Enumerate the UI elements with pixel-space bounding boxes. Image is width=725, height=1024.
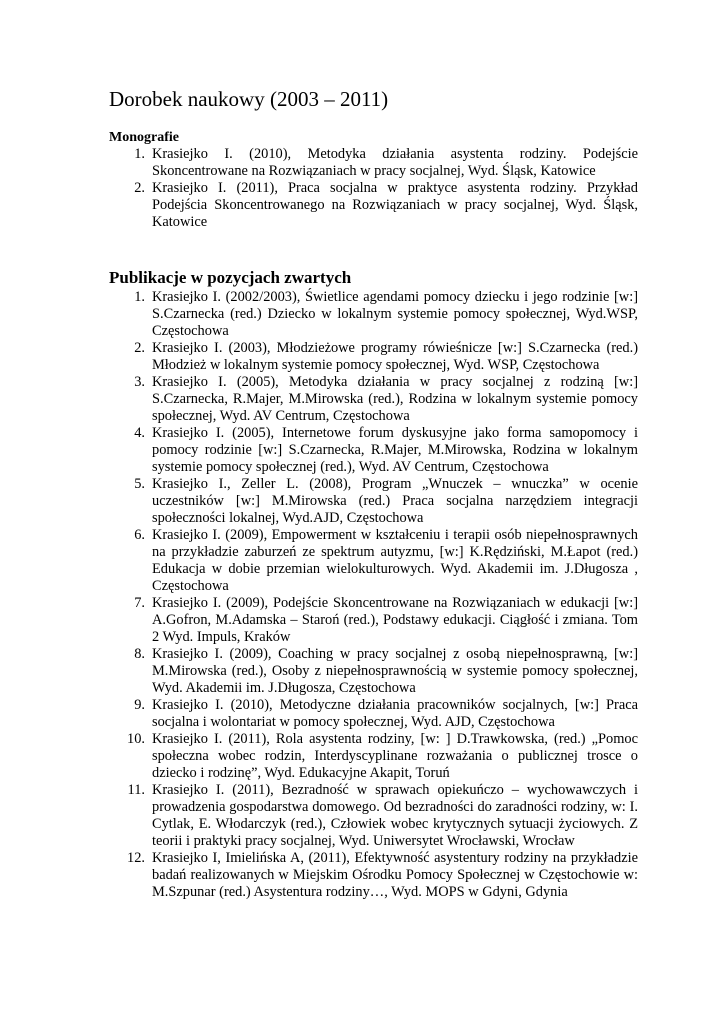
list-item <box>134 646 638 697</box>
list-item <box>134 146 638 180</box>
list-item <box>134 425 638 476</box>
list-item-number: 1. <box>134 289 145 305</box>
list-item-text: Krasiejko I. (2009), Podejście Skoncentrowane na Rozwiązaniach w edukacji [w:] A.Gofron, M.Adamska – Staroń (red.), Podstawy edukacji. Ciągłość i zmiana. Tom 2 Wyd. Impuls, Kraków <box>152 595 638 645</box>
list-item-number: 11. <box>127 782 145 798</box>
list-item <box>134 697 638 731</box>
list-item <box>134 476 638 527</box>
list-item <box>134 595 638 646</box>
list-item <box>134 180 638 231</box>
list-item-text: Krasiejko I. (2010), Metodyka działania asystenta rodziny. Podejście Skoncentrowane na Rozwiązaniach w pracy socjalnej, Wyd. Śląsk, Katowice <box>152 146 638 179</box>
list-item <box>127 782 638 850</box>
list-item-number: 5. <box>134 476 145 492</box>
list-item-number: 7. <box>134 595 145 611</box>
list-item-number: 2. <box>134 340 145 356</box>
section-heading-publikacje: Publikacje w pozycjach zwartych <box>109 268 352 287</box>
list-item-number: 4. <box>134 425 145 441</box>
list-item-number: 8. <box>134 646 145 662</box>
list-item-text: Krasiejko I. (2009), Coaching w pracy socjalnej z osobą niepełnosprawną, [w:] M.Mirowska (red.), Osoby z niepełnosprawnością w systemie pomocy społecznej, Wyd. Akademii im. J.Długosza, Częstochowa <box>152 646 638 696</box>
list-item-text: Krasiejko I. (2010), Metodyczne działania pracowników socjalnych, [w:] Praca socjalna i wolontariat w pomocy społecznej, Wyd. AJD, Częstochowa <box>152 697 638 730</box>
monografie-list <box>134 146 638 231</box>
list-item-text: Krasiejko I. (2009), Empowerment w kształceniu i terapii osób niepełnosprawnych na przykładzie zaburzeń ze spektrum autyzmu, [w:] K.Rędziński, M.Łapot (red.) Edukacja w dobie przemian wielokulturowych. Wyd. Akademii im. J.Długosza , Częstochowa <box>152 527 638 594</box>
list-item-number: 9. <box>134 697 145 713</box>
list-item-text: Krasiejko I. (2002/2003), Świetlice agendami pomocy dziecku i jego rodzinie [w:] S.Czarnecka (red.) Dziecko w lokalnym systemie pomocy społecznej, Wyd.WSP, Częstochowa <box>152 289 638 339</box>
list-item-text: Krasiejko I. (2011), Praca socjalna w praktyce asystenta rodziny. Przykład Podejścia Skoncentrowanego na Rozwiązaniach w pracy socjalnej, Wyd. Śląsk, Katowice <box>152 180 638 230</box>
list-item <box>134 340 638 374</box>
list-item-text: Krasiejko I. (2005), Internetowe forum dyskusyjne jako forma samopomocy i pomocy rodzinie [w:] S.Czarnecka, R.Majer, M.Mirowska, Rodzina w lokalnym systemie pomocy społecznej (red.), Wyd. AV Centrum, Częstochowa <box>152 425 638 475</box>
list-item-text: Krasiejko I. (2003), Młodzieżowe programy rówieśnicze [w:] S.Czarnecka (red.) Młodzież w lokalnym systemie pomocy społecznej, Wyd. WSP, Częstochowa <box>152 340 638 373</box>
page-title: Dorobek naukowy (2003 – 2011) <box>109 87 389 111</box>
list-item-text: Krasiejko I. (2005), Metodyka działania w pracy socjalnej z rodziną [w:] S.Czarnecka, R.Majer, M.Mirowska (red.), Rodzina w lokalnym systemie pomocy społecznej, Wyd. AV Centrum, Częstochowa <box>152 374 638 424</box>
publikacje-list <box>127 289 638 901</box>
list-item-text: Krasiejko I., Zeller L. (2008), Program „Wnuczek – wnuczka” w ocenie uczestników [w:] M.Mirowska (red.) Praca socjalna narzędziem integracji społeczności lokalnej, Wyd.AJD, Częstochowa <box>152 476 638 526</box>
list-item-text: Krasiejko I, Imielińska A, (2011), Efektywność asystentury rodziny na przykładzie badań realizowanych w Miejskim Ośrodku Pomocy Społecznej w Częstochowie w: M.Szpunar (red.) Asystentura rodziny…, Wyd. MOPS w Gdyni, Gdynia <box>152 850 638 900</box>
list-item-text: Krasiejko I. (2011), Rola asystenta rodziny, [w: ] D.Trawkowska, (red.) „Pomoc społeczna wobec rodzin, Interdyscyplinane rozważania o publicznej trosce o dziecko i rodzinę”, Wyd. Edukacyjne Akapit, Toruń <box>152 731 638 781</box>
list-item-number: 1. <box>134 146 145 162</box>
list-item-number: 3. <box>134 374 145 390</box>
list-item-number: 2. <box>134 180 145 196</box>
list-item-number: 10. <box>127 731 145 747</box>
section-heading-monografie: Monografie <box>109 130 179 145</box>
list-item <box>134 289 638 340</box>
list-item <box>134 527 638 595</box>
list-item <box>127 731 638 782</box>
list-item <box>134 374 638 425</box>
list-item-number: 12. <box>127 850 145 866</box>
list-item <box>127 850 638 901</box>
list-item-text: Krasiejko I. (2011), Bezradność w sprawach opiekuńczo – wychowawczych i prowadzenia gospodarstwa domowego. Od bezradności do zaradności rodziny, w: I. Cytlak, E. Włodarczyk (red.), Człowiek wobec krytycznych sytuacji życiowych. Z teorii i praktyki pracy socjalnej, Wyd. Uniwersytet Wrocławski, Wrocław <box>152 782 638 849</box>
list-item-number: 6. <box>134 527 145 543</box>
